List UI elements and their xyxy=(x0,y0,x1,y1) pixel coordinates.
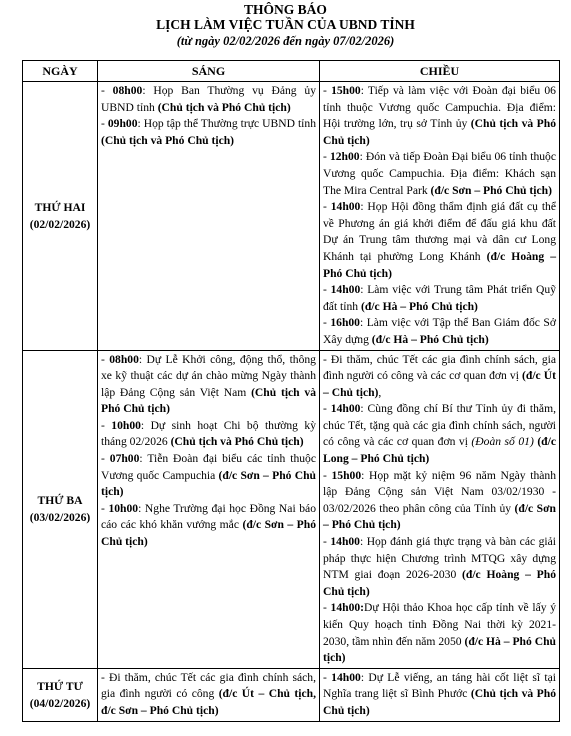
entry-text: - xyxy=(323,601,331,615)
day-cell xyxy=(23,668,98,721)
schedule-entry xyxy=(323,83,556,149)
schedule-entry xyxy=(323,352,556,402)
notice-title: THÔNG BÁO xyxy=(244,2,327,17)
entry-text: : Họp đánh giá thực trạng và bàn các giải pháp thực hiện Chương trình MTQG xây dựng NTM giai đoạn 2026-2030 xyxy=(323,535,556,582)
morning-cell xyxy=(98,350,320,668)
entry-text: - Đi thăm, chúc Tết các gia đình chính sách, gia đình người có công xyxy=(101,670,316,701)
entry-bold-text: (Chủ tịch và Phó Chủ tịch) xyxy=(170,435,304,449)
entry-bold-text: (đ/c Hà – Phó Chủ tịch) xyxy=(371,332,489,346)
afternoon-cell xyxy=(320,82,560,351)
entry-bold-text: 09h00 xyxy=(107,117,138,131)
day-cell xyxy=(23,350,98,668)
entry-bold-text: (đ/c Sơn – Phó Chủ tịch) xyxy=(430,183,552,197)
schedule-entry xyxy=(323,600,556,666)
entry-bold-text: 16h00 xyxy=(330,316,360,330)
entry-text: - xyxy=(323,402,331,416)
entry-text: : Dự sinh hoạt Chi bộ thường kỳ tháng 02/2026 xyxy=(101,418,316,449)
entry-bold-text: (đ/c Sơn – Phó Chủ tịch) xyxy=(101,518,317,549)
schedule-entry xyxy=(101,418,316,451)
entry-bold-text: (Chủ tịch và Phó Chủ tịch) xyxy=(323,687,556,717)
morning-cell xyxy=(98,82,320,351)
entry-text: : Tiễn Đoàn đại biểu các tỉnh thuộc Vương quốc Campuchia xyxy=(101,452,316,482)
schedule-table xyxy=(22,60,560,722)
entry-text: - Đi thăm, chúc Tết các gia đình chính sách, gia đình người có công và các cơ quan đơn vị xyxy=(323,352,556,383)
entry-text: - xyxy=(323,150,330,164)
day-cell xyxy=(23,82,98,351)
entry-bold-text: (Chủ tịch và Phó Chủ tịch) xyxy=(323,117,557,147)
entry-bold-text: 10h00 xyxy=(108,501,139,515)
entry-bold-text: (đ/c Hoàng – Phó Chủ tịch) xyxy=(323,249,556,280)
entry-bold-text: 12h00 xyxy=(329,150,360,164)
entry-text: : Cùng đồng chí Bí thư Tỉnh ủy đi thăm, chúc Tết, tặng quà các gia đình chính sách, người có công và các cơ quan đơn vị xyxy=(323,402,556,449)
schedule-entry xyxy=(323,468,556,534)
entry-italic-text: (Đoàn số 01) xyxy=(471,435,534,449)
schedule-entry xyxy=(323,534,556,600)
schedule-entry xyxy=(101,116,316,149)
entry-bold-text: (đ/c Sơn – Phó Chủ tịch) xyxy=(323,501,556,532)
entry-text: - xyxy=(323,84,332,97)
entry-text: Dự Hội thảo Khoa học cấp tỉnh về lấy ý kiến Quy hoạch tỉnh Đồng Nai thời kỳ 2021-2030, tầm nhìn đến năm 2050 xyxy=(323,601,556,648)
day-date: (03/02/2026) xyxy=(29,511,91,525)
entry-bold-text: 15h00 xyxy=(331,468,362,482)
entry-text: , xyxy=(378,385,382,399)
entry-text: - xyxy=(323,670,332,684)
entry-text: : Họp mặt kỷ niệm 96 năm Ngày thành lập Đảng Cộng sản Việt Nam 03/02/1930 - 03/02/2026 theo phân công của Tỉnh ủy xyxy=(323,468,556,515)
day-name: THỨ BA xyxy=(37,494,83,508)
schedule-entry xyxy=(101,83,316,116)
entry-bold-text: (đ/c Út – Chủ tịch) xyxy=(323,369,556,399)
day-date: (04/02/2026) xyxy=(29,696,91,710)
schedule-entry xyxy=(101,670,316,720)
entry-text: - xyxy=(101,84,113,97)
entry-text: - xyxy=(323,283,331,297)
entry-text: : Họp Hội đồng thẩm định giá đất cụ thể về Phương án giá khởi điểm để đấu giá khu đất Dự án Trung tâm thương mại và dân cư Long Khánh tại phường Long Khánh xyxy=(323,200,556,263)
entry-bold-text: 14h00: xyxy=(330,601,365,615)
entry-bold-text: (Chủ tịch và Phó Chủ tịch) xyxy=(157,100,291,114)
entry-bold-text: (Chủ tịch và Phó Chủ tịch) xyxy=(101,385,316,416)
entry-text: - xyxy=(101,418,112,432)
entry-text: : Nghe Trường đại học Đồng Nai báo cáo các khó khăn vướng mắc xyxy=(101,501,316,532)
entry-text: : Làm việc với Tập thể Ban Giám đốc Sở Xây dựng xyxy=(323,316,556,346)
table-row xyxy=(23,668,560,721)
day-name: THỨ HAI xyxy=(34,200,86,214)
afternoon-cell xyxy=(320,668,560,721)
entry-text: - xyxy=(323,200,331,214)
schedule-entry xyxy=(101,451,316,501)
entry-bold-text: (Chủ tịch và Phó Chủ tịch) xyxy=(101,133,235,147)
afternoon-cell xyxy=(320,350,560,668)
column-header-afternoon: CHIỀU xyxy=(320,61,560,82)
day-date: (02/02/2026) xyxy=(29,217,91,231)
entry-text: - xyxy=(101,452,110,466)
entry-bold-text: 14h00 xyxy=(330,402,361,416)
entry-bold-text: 08h00 xyxy=(109,352,139,366)
schedule-entry xyxy=(323,315,556,348)
entry-text: : Tiếp và làm việc với Đoàn đại biểu 06 tỉnh thuộc Vương quốc Campuchia. Địa điểm: Hội trường lớn, trụ sở Tỉnh ủy xyxy=(323,84,556,131)
entry-bold-text: 07h00 xyxy=(109,452,140,466)
date-range: (từ ngày 02/02/2026 đến ngày 07/02/2026) xyxy=(176,34,395,48)
entry-bold-text: 08h00 xyxy=(112,84,143,97)
schedule-entry xyxy=(323,199,556,282)
entry-text: - xyxy=(101,352,110,366)
entry-text: - xyxy=(323,316,331,330)
column-header-day: NGÀY xyxy=(23,61,98,82)
table-header-row xyxy=(23,61,560,82)
entry-text: : Làm việc với Trung tâm Phát triển Quỹ đất tỉnh xyxy=(323,283,556,313)
morning-cell xyxy=(98,668,320,721)
entry-text: - xyxy=(323,468,332,482)
schedule-entry xyxy=(323,282,556,315)
entry-bold-text: (đ/c Hà – Phó Chủ tịch) xyxy=(361,299,478,313)
schedule-entry xyxy=(101,352,316,418)
column-header-morning: SÁNG xyxy=(98,61,320,82)
schedule-entry xyxy=(323,149,556,199)
table-row xyxy=(23,350,560,668)
entry-text: : Dự Lễ Khởi công, động thổ, thông xe kỹ thuật các dự án chào mừng Ngày thành lập Đảng Cộng sản Việt Nam xyxy=(101,352,316,399)
day-name: THỨ TƯ xyxy=(37,679,83,693)
entry-bold-text: 14h00 xyxy=(330,535,360,549)
entry-bold-text: (đ/c Hà – Phó Chủ tịch) xyxy=(323,634,556,665)
entry-text: : Họp Ban Thường vụ Đảng ủy UBND tỉnh xyxy=(101,84,316,114)
entry-text: - xyxy=(101,501,109,515)
entry-text: : Đón và tiếp Đoàn Đại biểu 06 tỉnh thuộc Vương quốc Campuchia. Địa điểm: Khách sạn The Mira Central Park xyxy=(323,150,556,197)
entry-bold-text: 10h00 xyxy=(111,418,141,432)
entry-text: : Dự Lễ viếng, an táng hài cốt liệt sĩ tại Nghĩa trang liệt sĩ Bình Phước xyxy=(323,670,556,701)
schedule-entry xyxy=(323,670,556,720)
entry-bold-text: (đ/c Út – Chủ tịch, đ/c Sơn – Phó Chủ tịch) xyxy=(101,687,316,717)
entry-bold-text: (đ/c Sơn – Phó Chủ tịch) xyxy=(101,468,316,499)
entry-bold-text: 15h00 xyxy=(331,84,361,97)
entry-bold-text: 14h00 xyxy=(330,200,361,214)
table-row xyxy=(23,82,560,351)
entry-text: - xyxy=(101,117,108,131)
entry-bold-text: (đ/c Hoàng – Phó Chủ tịch) xyxy=(323,568,556,598)
entry-text: - xyxy=(323,535,331,549)
entry-bold-text: 14h00 xyxy=(330,283,361,297)
schedule-title: LỊCH LÀM VIỆC TUẦN CỦA UBND TỈNH xyxy=(156,17,415,32)
entry-bold-text: 14h00 xyxy=(331,670,361,684)
entry-text: : Họp tập thể Thường trực UBND tỉnh xyxy=(137,117,316,131)
schedule-entry xyxy=(101,501,316,551)
schedule-entry xyxy=(323,401,556,467)
entry-bold-text: (đ/c Long – Phó Chủ tịch) xyxy=(323,435,556,466)
